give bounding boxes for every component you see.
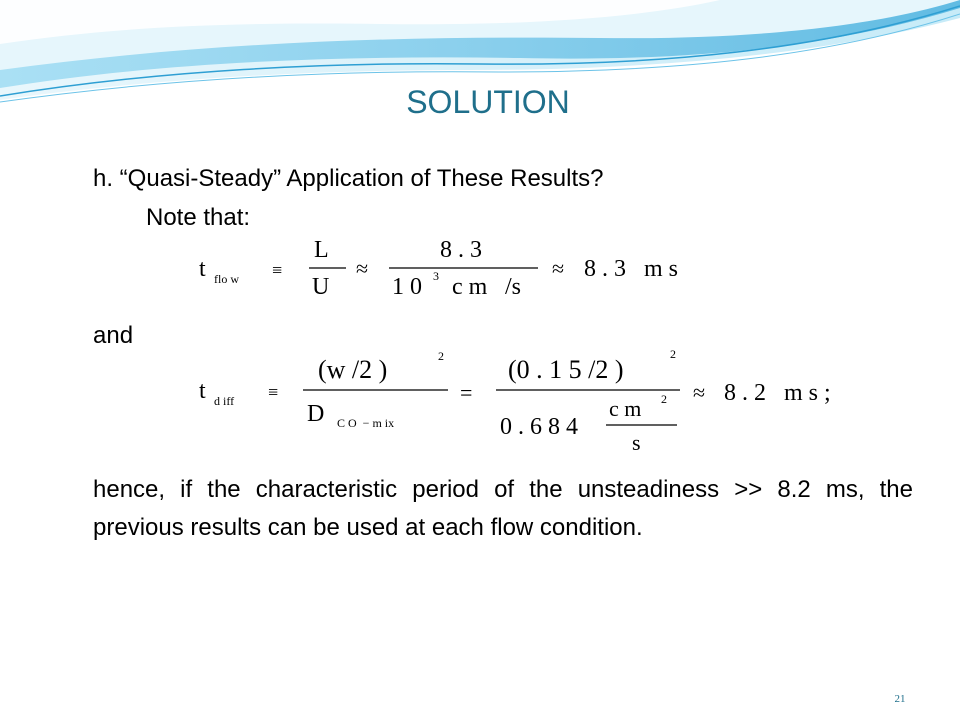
and-label: and (93, 322, 134, 349)
eq1-frac1-num: L (314, 237, 329, 263)
eq1-approx-2: ≈ (552, 256, 565, 281)
eq1-lhs-sub: flo w (214, 272, 239, 286)
eq2-equals: = (460, 380, 473, 405)
eq2-frac1-num-exp: 2 (438, 349, 444, 363)
eq1-frac2-den-a: 1 0 (392, 274, 422, 300)
conclusion-paragraph: hence, if the characteristic period of the unsteadiness >> 8.2 ms, the previous results can be used at each flow condition. (93, 476, 913, 541)
eq2-frac1-den-sub: C O − m ix (337, 416, 395, 430)
slide-title: SOLUTION (406, 84, 570, 120)
eq2-equiv: ≡ (268, 382, 279, 402)
eq2-frac2-num-exp: 2 (670, 347, 676, 361)
eq2-approx: ≈ (693, 380, 706, 405)
page-number: 21 (894, 693, 906, 705)
eq1-approx-1: ≈ (356, 256, 369, 281)
note-label: Note that: (146, 204, 251, 231)
eq1-frac2-num: 8 . 3 (440, 237, 482, 263)
eq2-frac1-den-base: D (307, 401, 325, 427)
eq1-frac2-den-exp: 3 (433, 269, 439, 283)
eq2-frac1-num: (w /2 ) (318, 355, 388, 384)
eq2-frac2-num: (0 . 1 5 /2 ) (508, 355, 624, 384)
eq2-lhs-sub: d iff (214, 394, 235, 408)
eq1-frac1-den: U (312, 274, 330, 300)
eq2-lhs-t: t (199, 378, 206, 404)
eq1-equiv: ≡ (272, 260, 283, 280)
section-heading: h. “Quasi-Steady” Application of These Results? (93, 165, 604, 192)
eq1-result: 8 . 3 m s (584, 256, 679, 282)
eq2-frac2-den-coef: 0 . 6 8 4 (500, 414, 578, 440)
eq2-inner-num: c m (609, 396, 642, 421)
eq2-result: 8 . 2 m s ; (724, 380, 831, 406)
eq2-inner-num-exp: 2 (661, 392, 667, 406)
eq2-inner-den: s (632, 430, 641, 455)
eq1-lhs-t: t (199, 256, 206, 282)
eq1-frac2-den-b: c m (452, 274, 488, 300)
eq1-frac2-den-c: /s (505, 274, 522, 300)
